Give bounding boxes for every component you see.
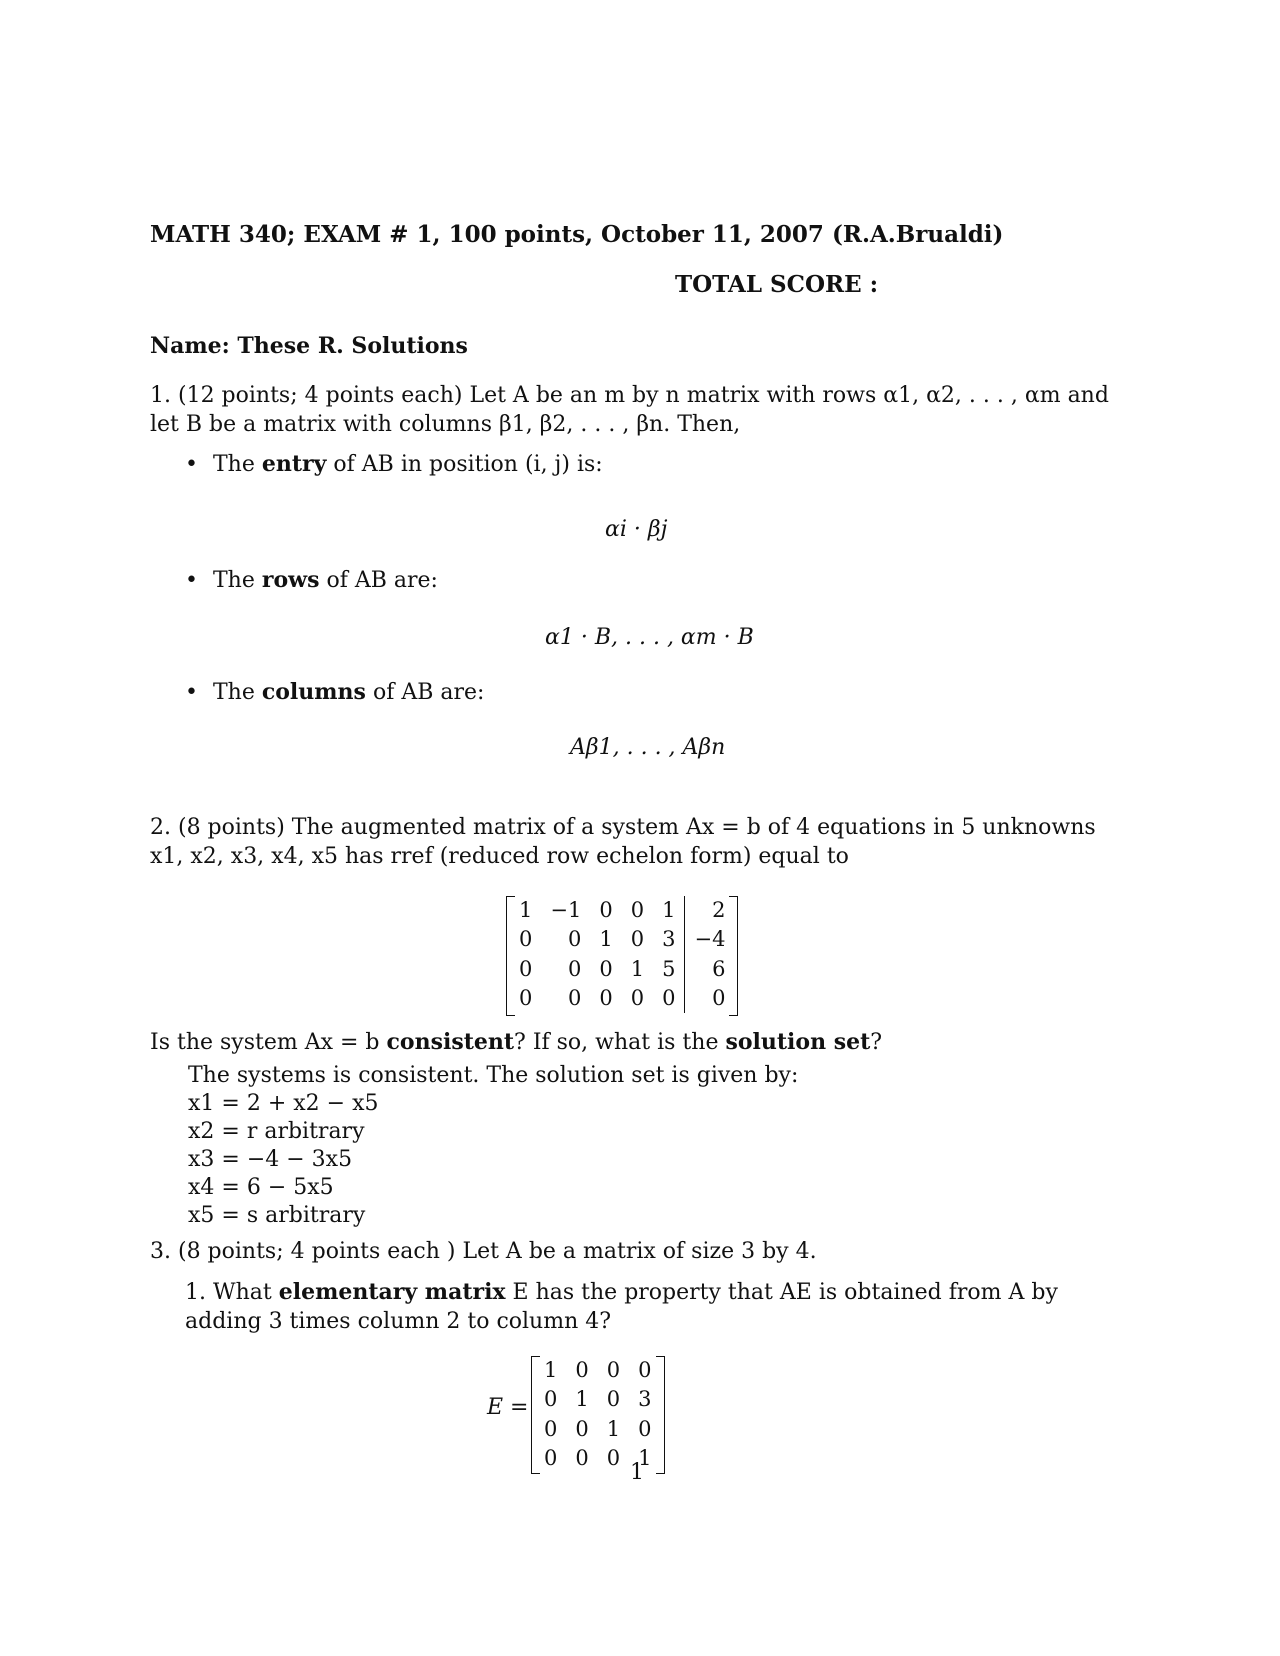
solution-line: x5 = s arbitrary <box>188 1203 366 1228</box>
answer-entry: αi · βj <box>605 517 668 542</box>
matrix-row <box>535 1415 661 1444</box>
question-3-intro: 3. (8 points; 4 points each ) Let A be a matrix of size 3 by 4. <box>150 1239 817 1264</box>
matrix-cell: 3 <box>662 927 676 952</box>
elementary-matrix-label: E = <box>487 1395 529 1420</box>
matrix-cell: 1 <box>544 1358 558 1382</box>
matrix-cell: 6 <box>685 955 734 984</box>
matrix-row <box>510 896 734 925</box>
matrix-cell: 0 <box>519 956 533 981</box>
matrix-cell: 1 <box>599 927 613 952</box>
matrix-row <box>510 955 734 984</box>
question-2-question <box>150 1028 882 1058</box>
bullet-text: The <box>213 680 262 705</box>
solution-line: x2 = r arbitrary <box>188 1119 365 1144</box>
question-1-bullet-columns <box>185 678 484 708</box>
question-keyword: consistent <box>386 1029 515 1055</box>
matrix-cell: 0 <box>575 1445 589 1470</box>
matrix-cell: 0 <box>567 927 582 952</box>
bullet-text: of AB are: <box>319 568 438 593</box>
left-bracket <box>506 896 515 1016</box>
matrix-cell: 1 <box>630 956 645 981</box>
solution-line: x3 = −4 − 3x5 <box>188 1147 353 1172</box>
matrix-cell: 0 <box>606 1445 621 1470</box>
matrix-cell: 0 <box>638 1358 652 1382</box>
matrix-cell: 0 <box>630 927 645 952</box>
question-1-intro: 1. (12 points; 4 points each) Let A be an m by n matrix with rows α1, α2, . . . , αm and let B be a matrix with columns β1, β2, . . . , βn. Then, <box>150 383 1109 437</box>
right-bracket <box>729 896 738 1016</box>
matrix-cell: 0 <box>630 898 645 922</box>
question-1-bullet-rows <box>185 566 438 596</box>
bullet-icon: • <box>185 680 198 705</box>
matrix-cell: 0 <box>606 1358 621 1382</box>
rref-matrix <box>510 896 734 1013</box>
matrix-cell: 3 <box>638 1387 652 1412</box>
matrix-row <box>510 984 734 1013</box>
matrix-row <box>535 1356 661 1385</box>
matrix-cell: 0 <box>638 1416 652 1441</box>
solution-intro: The systems is consistent. The solution set is given by: <box>188 1063 799 1088</box>
matrix-cell: 0 <box>519 927 533 952</box>
matrix-cell: 1 <box>638 1445 652 1470</box>
page-number: 1 <box>630 1460 644 1485</box>
question-keyword: elementary matrix <box>278 1279 506 1305</box>
matrix-cell: 0 <box>575 1416 589 1441</box>
bullet-text: of AB are: <box>365 680 485 705</box>
bullet-keyword: rows <box>261 567 320 593</box>
matrix-cell: 5 <box>662 956 676 981</box>
elementary-matrix <box>487 1356 661 1473</box>
matrix-cell: −4 <box>685 925 734 954</box>
matrix-cell: 2 <box>685 896 734 925</box>
question-2-intro: 2. (8 points) The augmented matrix of a system Ax = b of 4 equations in 5 unknowns x1, x2, x3, x4, x5 has rref (reduced row echelon form) equal to <box>150 815 1096 869</box>
bullet-icon: • <box>185 452 198 477</box>
matrix-cell: 0 <box>599 985 613 1010</box>
bullet-icon: • <box>185 568 198 593</box>
matrix-row <box>535 1385 661 1414</box>
right-bracket <box>656 1356 665 1474</box>
matrix-cell: 1 <box>519 898 533 922</box>
answer-rows: α1 · B, . . . , αm · B <box>545 625 754 650</box>
matrix-cell: 0 <box>567 985 582 1010</box>
matrix-cell: 0 <box>567 956 582 981</box>
answer-columns: Aβ1, . . . , Aβn <box>570 735 726 760</box>
matrix-cell: 0 <box>662 985 676 1010</box>
question-text: ? <box>870 1030 883 1055</box>
question-text: Is the system Ax = b <box>150 1030 387 1055</box>
exam-title: MATH 340; EXAM # 1, 100 points, October 11, 2007 (R.A.Brualdi) <box>150 221 1004 248</box>
question-text: E has the property that AE is obtained from A by adding 3 times column 2 to column 4? <box>185 1280 1058 1334</box>
question-text: ? If so, what is the <box>514 1030 726 1055</box>
question-keyword: solution set <box>725 1029 871 1055</box>
rref-table <box>510 896 734 1013</box>
matrix-cell: 1 <box>606 1416 621 1441</box>
question-3-part-1 <box>185 1278 1135 1336</box>
matrix-row <box>510 925 734 954</box>
matrix-cell: −1 <box>550 898 582 922</box>
matrix-cell: 0 <box>606 1387 621 1412</box>
question-1-bullet-entry <box>185 450 603 480</box>
left-bracket <box>531 1356 540 1474</box>
matrix-cell: 0 <box>544 1416 558 1441</box>
bullet-text: The <box>213 452 262 477</box>
matrix-cell: 1 <box>662 898 676 922</box>
student-name: Name: These R. Solutions <box>150 333 468 359</box>
matrix-cell: 0 <box>575 1358 589 1382</box>
matrix-cell: 0 <box>599 956 613 981</box>
question-text: 1. What <box>185 1280 279 1305</box>
matrix-cell: 0 <box>544 1445 558 1470</box>
bullet-text: of AB in position (i, j) is: <box>326 452 603 477</box>
bullet-text: The <box>213 568 262 593</box>
bullet-keyword: entry <box>261 451 327 477</box>
total-score-label: TOTAL SCORE : <box>675 271 879 298</box>
solution-line: x4 = 6 − 5x5 <box>188 1175 334 1200</box>
matrix-cell: 0 <box>544 1387 558 1412</box>
matrix-cell: 0 <box>519 985 533 1010</box>
solution-line: x1 = 2 + x2 − x5 <box>188 1091 379 1116</box>
matrix-cell: 1 <box>575 1387 589 1412</box>
bullet-keyword: columns <box>261 679 366 705</box>
elementary-matrix-table <box>535 1356 661 1473</box>
matrix-cell: 0 <box>599 898 613 922</box>
matrix-cell: 0 <box>630 985 645 1010</box>
matrix-cell: 0 <box>685 984 734 1013</box>
